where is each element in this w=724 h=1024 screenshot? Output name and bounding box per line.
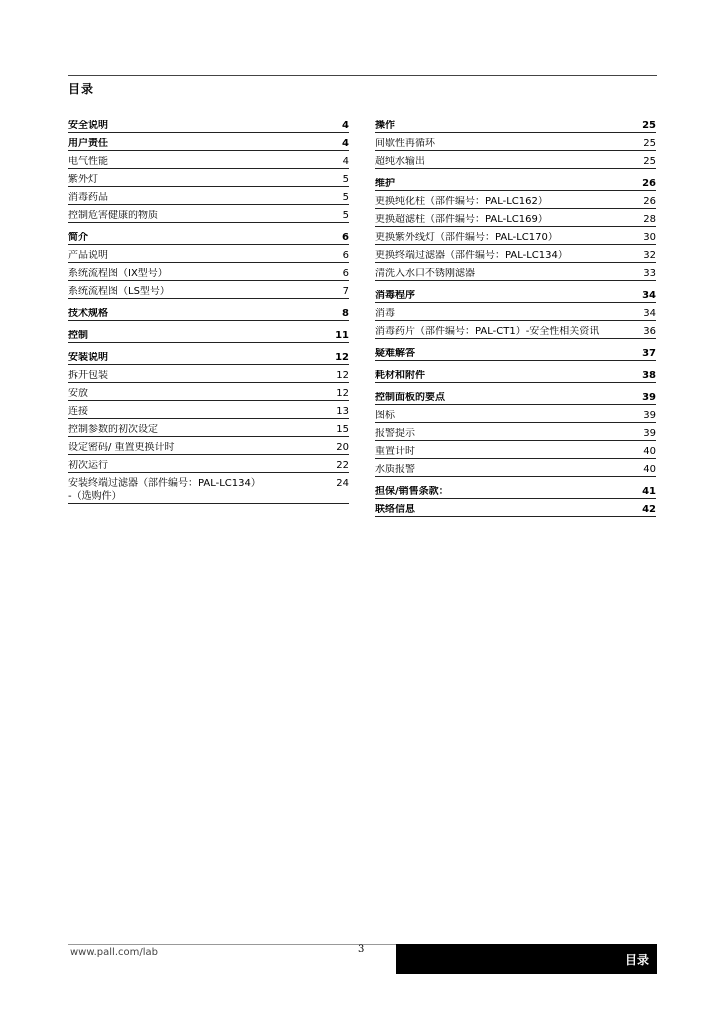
toc-entry-page: 30: [643, 232, 656, 243]
toc-entry-page: 6: [342, 232, 349, 243]
toc-entry-label: 设定密码/ 重置更换计时: [68, 442, 175, 453]
toc-entry[interactable]: [68, 369, 349, 383]
toc-entry-label: 联络信息: [375, 504, 415, 515]
toc-entry-page: 25: [643, 156, 656, 167]
toc-entry[interactable]: [68, 191, 349, 205]
toc-entry[interactable]: [375, 231, 656, 245]
toc-entry-label: 系统流程图（IX型号）: [68, 268, 168, 279]
toc-entry-page: 40: [643, 464, 656, 475]
toc-entry[interactable]: [68, 477, 349, 504]
toc-entry-label: 消毒药品: [68, 192, 108, 203]
toc-entry-label: 安装说明: [68, 352, 108, 363]
toc-entry[interactable]: [375, 503, 656, 517]
toc-entry-page: 25: [643, 138, 656, 149]
toc-entry-label: 初次运行: [68, 460, 108, 471]
toc-entry[interactable]: [375, 267, 656, 281]
toc-entry-label: 清洗入水口不锈刚滤器: [375, 268, 475, 279]
toc-entry-label: 水质报警: [375, 464, 415, 475]
toc-entry[interactable]: [375, 391, 656, 405]
toc-entry[interactable]: [68, 459, 349, 473]
toc-entry-page: 36: [643, 326, 656, 337]
toc-entry[interactable]: [375, 445, 656, 459]
toc-entry-page: 13: [336, 406, 349, 417]
toc-entry[interactable]: [68, 209, 349, 223]
footer-page-number: 3: [358, 944, 365, 955]
toc-entry-page: 39: [643, 410, 656, 421]
toc-entry-label: 技术规格: [68, 308, 108, 319]
toc-entry-page: 6: [342, 268, 349, 279]
toc-entry-page: 40: [643, 446, 656, 457]
toc-entry-page: 7: [342, 286, 349, 297]
toc-entry[interactable]: [375, 427, 656, 441]
toc-entry-label-continued: -（选购件）: [68, 491, 122, 502]
toc-entry[interactable]: [375, 347, 656, 361]
toc-entry-page: 37: [642, 348, 656, 359]
toc-entry[interactable]: [375, 409, 656, 423]
toc-entry-page: 8: [342, 308, 349, 319]
toc-entry[interactable]: [68, 155, 349, 169]
toc-entry[interactable]: [68, 387, 349, 401]
toc-entry-label: 疑难解答: [375, 348, 415, 359]
toc-entry-label: 超纯水输出: [375, 156, 425, 167]
toc-entry-label: 连接: [68, 406, 88, 417]
toc-entry-page: 26: [642, 178, 656, 189]
toc-entry-label: 控制面板的要点: [375, 392, 445, 403]
toc-entry-label: 报警提示: [375, 428, 415, 439]
toc-entry-label: 安放: [68, 388, 88, 399]
toc-entry-page: 5: [342, 174, 349, 185]
toc-entry-page: 12: [335, 352, 349, 363]
toc-entry[interactable]: [375, 485, 656, 499]
toc-entry-page: 42: [642, 504, 656, 515]
toc-entry-page: 11: [335, 330, 349, 341]
toc-entry[interactable]: [68, 351, 349, 365]
toc-entry-label: 更换终端过滤器（部件编号：PAL-LC134）: [375, 250, 568, 261]
toc-entry-label: 维护: [375, 178, 395, 189]
toc-entry-label: 控制危害健康的物质: [68, 210, 158, 221]
toc-entry[interactable]: [68, 119, 349, 133]
toc-entry-label: 图标: [375, 410, 395, 421]
toc-entry[interactable]: [68, 405, 349, 419]
toc-right-column: [375, 119, 656, 521]
page-title: 目录: [68, 82, 95, 96]
toc-entry[interactable]: [375, 463, 656, 477]
footer-url[interactable]: www.pall.com/lab: [70, 947, 158, 958]
toc-entry-page: 24: [336, 478, 349, 489]
toc-entry[interactable]: [375, 307, 656, 321]
toc-entry-page: 4: [342, 120, 349, 131]
toc-entry-page: 32: [643, 250, 656, 261]
footer-section-label: 目录: [624, 952, 649, 967]
toc-entry-label: 消毒程序: [375, 290, 415, 301]
toc-entry-label: 紫外灯: [68, 174, 98, 185]
toc-left-column: [68, 119, 349, 504]
toc-entry[interactable]: [68, 285, 349, 299]
toc-entry[interactable]: [375, 369, 656, 383]
toc-entry-page: 38: [642, 370, 656, 381]
toc-entry-page: 39: [642, 392, 656, 403]
toc-entry[interactable]: [68, 423, 349, 437]
toc-entry-page: 41: [642, 486, 656, 497]
toc-entry-page: 25: [642, 120, 656, 131]
toc-entry-page: 39: [643, 428, 656, 439]
toc-entry-page: 12: [336, 388, 349, 399]
toc-entry-label: 控制参数的初次设定: [68, 424, 158, 435]
toc-entry[interactable]: [68, 137, 349, 151]
toc-entry[interactable]: [375, 119, 656, 133]
toc-entry-page: 34: [642, 290, 656, 301]
toc-entry[interactable]: [68, 231, 349, 245]
toc-entry[interactable]: [375, 177, 656, 191]
toc-entry-label: 用户责任: [68, 138, 108, 149]
toc-entry-page: 15: [336, 424, 349, 435]
toc-entry[interactable]: [375, 325, 656, 339]
toc-entry-label: 更换纯化柱（部件编号：PAL-LC162）: [375, 196, 548, 207]
toc-entry[interactable]: [375, 289, 656, 303]
toc-entry-page: 4: [342, 138, 349, 149]
toc-entry-label: 控制: [68, 330, 88, 341]
toc-entry-page: 34: [643, 308, 656, 319]
toc-entry-label: 耗材和附件: [375, 370, 425, 381]
toc-entry[interactable]: [68, 307, 349, 321]
toc-entry-label: 安全说明: [68, 120, 108, 131]
toc-entry-label: 操作: [375, 120, 395, 131]
toc-entry[interactable]: [375, 213, 656, 227]
toc-entry-label: 电气性能: [68, 156, 108, 167]
toc-entry-label: 系统流程图（LS型号）: [68, 286, 170, 297]
toc-entry-page: 4: [342, 156, 349, 167]
toc-entry-label: 更换超滤柱（部件编号：PAL-LC169）: [375, 214, 548, 225]
toc-entry[interactable]: [68, 267, 349, 281]
toc-entry-page: 20: [336, 442, 349, 453]
toc-entry-page: 28: [643, 214, 656, 225]
toc-entry-page: 12: [336, 370, 349, 381]
toc-entry-label: 担保/销售条款：: [375, 486, 449, 497]
toc-entry-label: 重置计时: [375, 446, 415, 457]
toc-entry[interactable]: [68, 329, 349, 343]
footer-section-tab: [396, 944, 657, 974]
toc-entry-label: 间歇性再循环: [375, 138, 435, 149]
toc-entry[interactable]: [68, 249, 349, 263]
toc-entry-page: 6: [342, 250, 349, 261]
toc-entry-label: 更换紫外线灯（部件编号：PAL-LC170）: [375, 232, 558, 243]
toc-entry-label: 拆开包装: [68, 370, 108, 381]
toc-entry[interactable]: [375, 155, 656, 169]
toc-entry-page: 5: [342, 210, 349, 221]
toc-entry-label: 消毒药片（部件编号：PAL-CT1）-安全性相关资讯: [375, 326, 600, 337]
toc-entry-page: 33: [643, 268, 656, 279]
toc-entry-page: 22: [336, 460, 349, 471]
toc-entry-page: 26: [643, 196, 656, 207]
toc-entry-label: 产品说明: [68, 250, 108, 261]
toc-entry-label: 安装终端过滤器（部件编号：PAL-LC134）: [68, 478, 261, 489]
toc-entry-label: 消毒: [375, 308, 395, 319]
toc-entry-label: 简介: [68, 232, 88, 243]
toc-entry[interactable]: [375, 137, 656, 151]
toc-entry[interactable]: [68, 173, 349, 187]
header-rule: [68, 75, 657, 76]
toc-entry[interactable]: [375, 195, 656, 209]
toc-entry[interactable]: [375, 249, 656, 263]
toc-entry[interactable]: [68, 441, 349, 455]
toc-entry-page: 5: [342, 192, 349, 203]
